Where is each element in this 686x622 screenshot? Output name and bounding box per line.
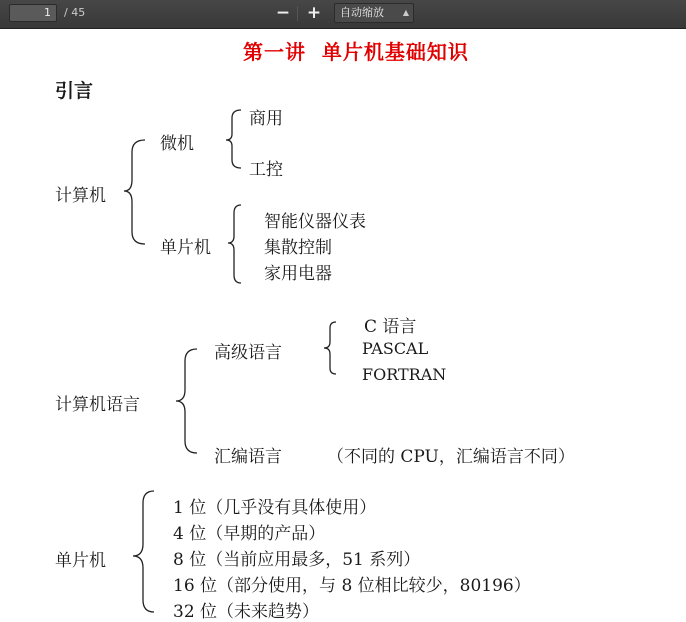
tree3-root: 单片机 xyxy=(55,551,106,571)
tree1-root: 计算机 xyxy=(55,186,106,206)
zoom-out-button[interactable]: − xyxy=(275,3,291,23)
tree2-root: 计算机语言 xyxy=(55,395,140,415)
tree1-branch-b-item: 智能仪器仪表 xyxy=(264,212,366,232)
tree3-item: 1 位（几乎没有具体使用） xyxy=(173,498,377,518)
tree1-branch-a: 微机 xyxy=(160,134,194,154)
tree1-branch-a-item: 商用 xyxy=(249,109,283,129)
document-page xyxy=(0,29,686,622)
tree1-branch-b: 单片机 xyxy=(160,238,211,258)
section-heading: 引言 xyxy=(55,80,94,102)
page-number-input[interactable]: 1 xyxy=(9,4,57,22)
select-arrows-icon: ▲ xyxy=(402,8,409,17)
page-total: / 45 xyxy=(64,6,86,19)
tree2-branch-a-item: FORTRAN xyxy=(362,365,447,384)
tree3-item: 8 位（当前应用最多，51 系列） xyxy=(173,550,421,570)
tree2-branch-a: 高级语言 xyxy=(214,343,282,363)
tree2-branch-a-item: C 语言 xyxy=(364,317,417,337)
tree2-branch-b-note: （不同的 CPU，汇编语言不同） xyxy=(327,447,575,467)
tree1-branch-b-item: 家用电器 xyxy=(264,264,332,284)
tree3-item: 16 位（部分使用，与 8 位相比较少，80196） xyxy=(173,576,531,596)
page-title: 第一讲 单片机基础知识 xyxy=(243,40,469,64)
tree3-item: 32 位（未来趋势） xyxy=(173,602,320,622)
zoom-select-label: 自动缩放 xyxy=(340,6,384,19)
pdf-toolbar xyxy=(0,0,686,29)
tree1-branch-b-item: 集散控制 xyxy=(264,238,332,258)
zoom-in-button[interactable]: + xyxy=(306,3,322,23)
toolbar-separator xyxy=(297,6,298,21)
tree1-branch-a-item: 工控 xyxy=(249,160,283,180)
tree2-branch-b: 汇编语言 xyxy=(214,447,282,467)
tree2-branch-a-item: PASCAL xyxy=(362,339,429,358)
zoom-select[interactable] xyxy=(334,3,414,23)
tree3-item: 4 位（早期的产品） xyxy=(173,524,326,544)
